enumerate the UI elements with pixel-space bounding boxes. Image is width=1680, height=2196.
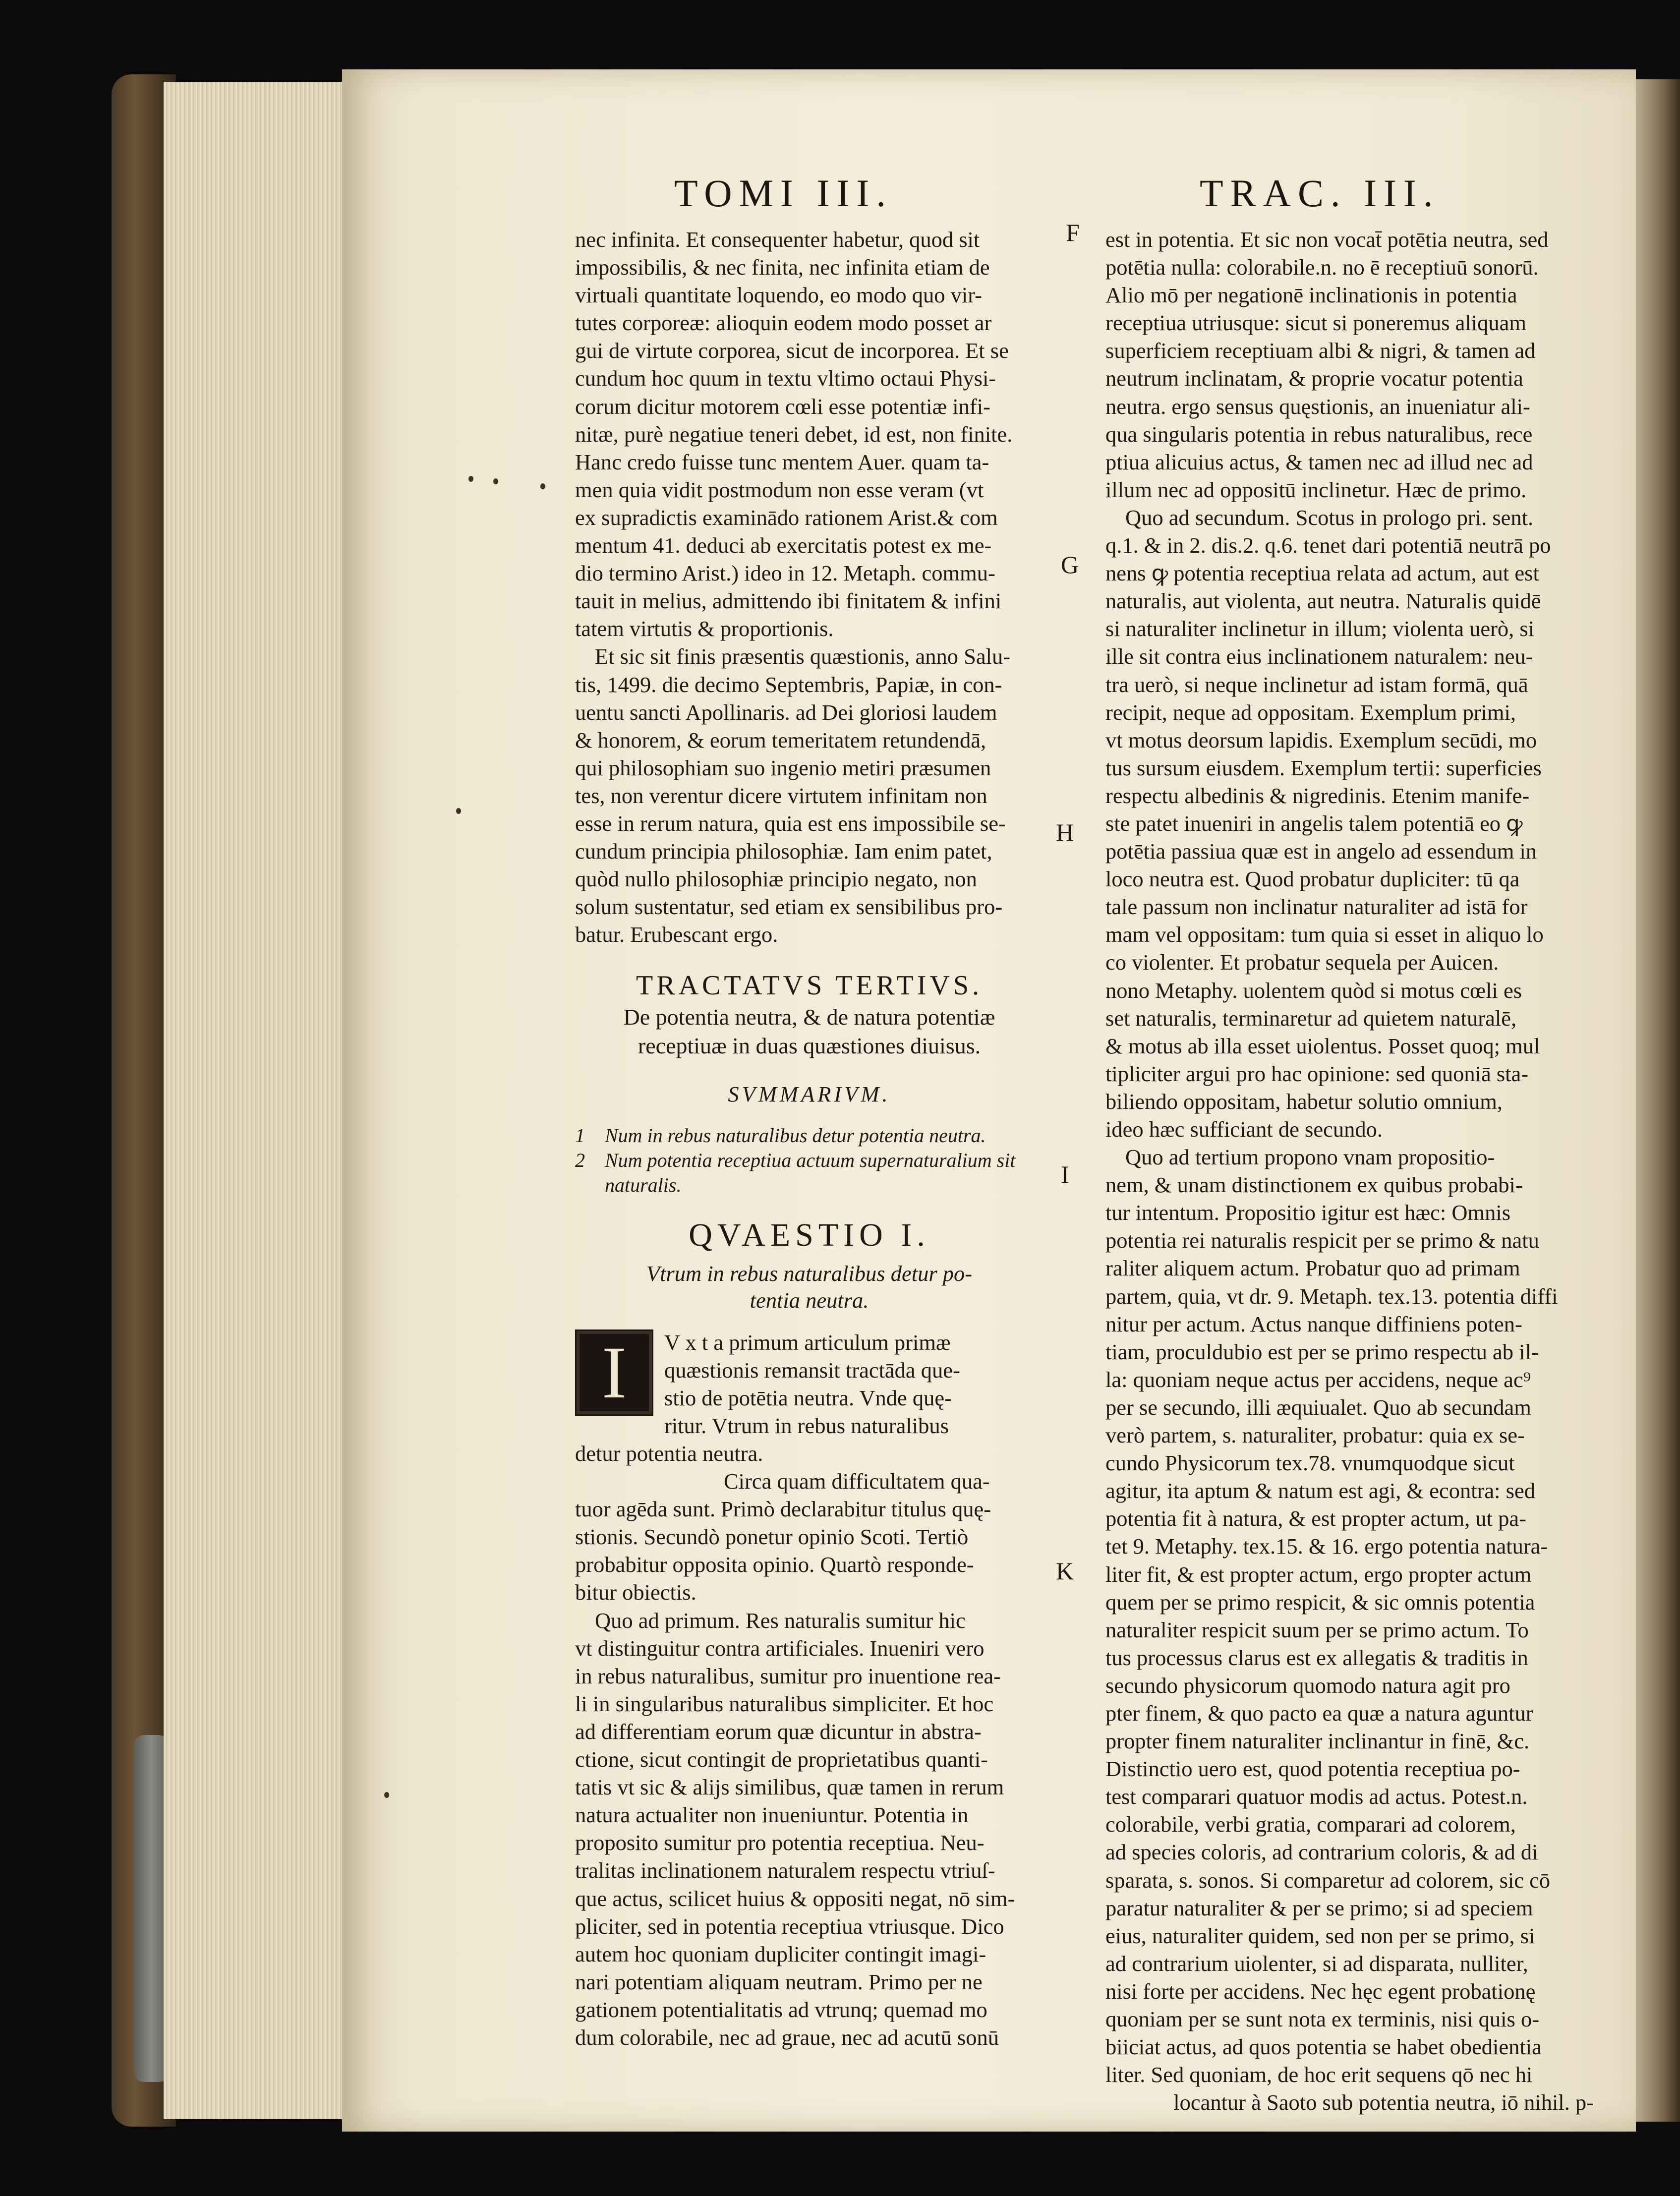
text-line: probabitur opposita opinio. Quartò responde-	[575, 1552, 974, 1577]
text-line: potētia nulla: colorabile.n. no ē receptiuū sonorū.	[1105, 255, 1539, 280]
text-line: nens ꝙ potentia receptiua relata ad actum, aut est	[1105, 561, 1539, 586]
right-column	[1105, 226, 1594, 2116]
text-line: neutrum inclinatam, & proprie vocatur potentia	[1105, 366, 1523, 391]
decorated-initial: I	[575, 1329, 653, 1416]
text-line: ad differentiam eorum quæ dicuntur in abstra-	[575, 1719, 982, 1744]
text-line: Circa quam difficultatem qua-	[724, 1469, 990, 1494]
question-title: QVAESTIO I.	[689, 1216, 930, 1253]
text-line: proposito sumitur pro potentia receptiua. Neu-	[575, 1830, 985, 1855]
text-line: vt distinguitur contra artificiales. Inueniri vero	[575, 1635, 985, 1661]
margin-letter-f: F	[1066, 219, 1080, 246]
text-line: propter finem naturaliter inclinantur in finē, &c.	[1105, 1729, 1530, 1754]
binding-hole	[456, 808, 461, 814]
text-line: quem per se primo respicit, & sic omnis potentia	[1105, 1589, 1535, 1615]
catchword: locantur à Saoto sub potentia neutra, iō nihil. p-	[1173, 2090, 1594, 2115]
summarium-heading: SVMMARIVM.	[728, 1082, 891, 1107]
summary-item-text: Num in rebus naturalibus detur potentia neutra.	[605, 1124, 986, 1147]
text-line: ctione, sicut contingit de proprietatibus quanti-	[575, 1747, 988, 1772]
text-line: receptiua utriusque: sicut si poneremus aliquam	[1105, 310, 1526, 336]
text-line: autem hoc quoniam dupliciter contingit imagi-	[575, 1941, 986, 1966]
text-line: superficiem receptiuam albi & nigri, & tamen ad	[1105, 338, 1536, 363]
text-line: vt motus deorsum lapidis. Exemplum secūdi, mo	[1105, 727, 1537, 752]
text-line: loco neutra est. Quod probatur dupliciter: tū qa	[1105, 867, 1520, 892]
text-line: biliendo oppositam, habetur solutio omnium,	[1105, 1089, 1503, 1114]
text-line: Et sic sit finis præsentis quæstionis, anno Salu-	[595, 644, 1011, 669]
text-line: Quo ad secundum. Scotus in prologo pri. sent.	[1125, 505, 1534, 530]
text-line: per se secundo, illi æquiualet. Quo ab secundam	[1105, 1394, 1531, 1420]
text-line: virtuali quantitate loquendo, eo modo quo vir-	[575, 283, 982, 308]
text-line: mam vel oppositam: tum quia si esset in aliquo lo	[1105, 922, 1544, 947]
text-line: Alio mō per negationē inclinationis in potentia	[1105, 283, 1517, 308]
margin-letter-g: G	[1061, 551, 1079, 578]
text-line: li in singularibus naturalibus simpliciter. Et hoc	[575, 1691, 994, 1716]
text-line: uentu sancti Apollinaris. ad Dei gloriosi laudem	[575, 699, 997, 725]
text-line: in rebus naturalibus, sumitur pro inuentione rea-	[575, 1663, 1001, 1688]
text-line: nitæ, purè negatiue teneri debet, id est, non finite.	[575, 421, 1013, 447]
text-line: tus sursum eiusdem. Exemplum tertii: superficies	[1105, 755, 1542, 780]
text-line: tiam, proculdubio est per se primo respectu ab il-	[1105, 1339, 1539, 1364]
text-line: dum colorabile, nec ad graue, nec ad acutū sonū	[575, 2024, 999, 2050]
text-line: tauit in melius, admittendo ibi finitatem & infini	[575, 588, 1002, 614]
text-line: tus processus clarus est ex allegatis & traditis in	[1105, 1645, 1528, 1670]
text-line: pliciter, sed in potentia receptiua vtriusque. Dico	[575, 1913, 1004, 1939]
text-line: tale passum non inclinatur naturaliter ad istā for	[1105, 894, 1528, 920]
text-line: set naturalis, terminaretur ad quietem naturalē,	[1105, 1005, 1517, 1031]
text-line: ritur. Vtrum in rebus naturalibus	[664, 1413, 949, 1438]
text-line: colorabile, verbi gratia, comparari ad colorem,	[1105, 1812, 1516, 1837]
binding-hole	[493, 478, 498, 484]
text-line: gui de virtute corporea, sicut de incorporea. Et se	[575, 338, 1009, 363]
text-line: si naturaliter inclinetur in illum; violenta uerò, si	[1105, 616, 1535, 641]
summary-item-number: 1	[575, 1124, 585, 1147]
text-line: potētia passiua quæ est in angelo ad essendum in	[1105, 839, 1537, 864]
text-line: tur intentum. Propositio igitur est hæc: Omnis	[1105, 1200, 1511, 1225]
text-line: corum dicitur motorem cœli esse potentiæ infi-	[575, 394, 990, 419]
text-line: V x t a primum articulum primæ	[664, 1329, 951, 1355]
opening-paragraph	[575, 1329, 1043, 2051]
summary-item-number: 2	[575, 1149, 585, 1171]
text-line: ad contrarium uiolenter, si ad disparata, nulliter,	[1105, 1951, 1528, 1976]
text-line: que actus, scilicet huius & oppositi negat, nō sim-	[575, 1886, 1015, 1911]
text-line: mentum 41. deduci ab exercitatis potest ex me-	[575, 533, 992, 558]
text-line: men quia vidit postmodum non esse veram (vt	[575, 477, 984, 502]
text-line: gationem potentialitatis ad vtrunq; quemad mo	[575, 1997, 987, 2022]
running-head-right: TRAC. III.	[1200, 172, 1440, 215]
page-block-edge	[164, 82, 352, 2119]
summary-item-text: Num potentia receptiua actuum supernaturalium sit	[605, 1149, 1016, 1171]
text-line: respectu albedinis & nigredinis. Etenim manife-	[1105, 783, 1530, 808]
text-line: & motus ab illa esset uiolentus. Posset quoq; mul	[1105, 1033, 1540, 1058]
text-line: nitur per actum. Actus nanque diffiniens poten-	[1105, 1311, 1522, 1336]
text-line: est in potentia. Et sic non vocat̄ potētia neutra, sed	[1105, 227, 1549, 252]
summary-item	[575, 1148, 1043, 1173]
text-line: q.1. & in 2. dis.2. q.6. tenet dari potentiā neutrā po	[1105, 533, 1551, 558]
left-text-block	[575, 226, 1043, 948]
text-line: illum nec ad oppositū inclinetur. Hæc de primo.	[1105, 477, 1527, 502]
text-line: nono Metaphy. uolentem quòd si motus cœli es	[1105, 978, 1522, 1003]
text-line: raliter aliquem actum. Probatur quo ad primam	[1105, 1256, 1520, 1281]
text-line: nisi forte per accidens. Nec hęc egent probationę	[1105, 1978, 1536, 2004]
text-line: naturaliter respicit suum per se primo actum. To	[1105, 1617, 1529, 1642]
text-line: impossibilis, & nec finita, nec infinita etiam de	[575, 255, 990, 280]
tract-title: TRACTATVS TERTIVS.	[636, 970, 983, 1001]
text-line: quòd nullo philosophiæ principio negato, non	[575, 867, 977, 892]
text-line: recipit, neque ad oppositam. Exemplum primi,	[1105, 699, 1516, 725]
running-head-left: TOMI III.	[674, 172, 893, 215]
text-line: cundum principia philosophiæ. Iam enim patet,	[575, 839, 992, 864]
text-line: tutes corporeæ: alioquin eodem modo posset ar	[575, 310, 992, 336]
question-subtitle	[575, 1260, 1043, 1314]
text-line: ad species coloris, ad contrarium coloris, & ad di	[1105, 1840, 1538, 1865]
text-line: esse in rerum natura, quia est ens impossibile se-	[575, 810, 1006, 836]
text-line: Distinctio uero est, quod potentia receptiua po-	[1105, 1756, 1520, 1782]
text-line: cundo Physicorum tex.78. vnumquodque sicut	[1105, 1450, 1515, 1476]
text-line: tatem virtutis & proportionis.	[575, 616, 834, 641]
text-line: & honorem, & eorum temeritatem retundendā,	[575, 727, 986, 752]
text-line: tralitas inclinationem naturalem respectu vtriuſ-	[575, 1858, 995, 1883]
text-line: stionis. Secundò ponetur opinio Scoti. Tertiò	[575, 1524, 969, 1550]
binding-hole	[384, 1792, 389, 1798]
binding-hole	[540, 483, 545, 489]
facing-page-edge	[1636, 79, 1680, 2122]
text-line: tipliciter argui pro hac opinione: sed quoniā sta-	[1105, 1061, 1529, 1086]
text-line: ptiua alicuius actus, & tamen nec ad illud nec ad	[1105, 449, 1533, 474]
text-line: tet 9. Metaphy. tex.15. & 16. ergo potentia natura-	[1105, 1534, 1548, 1559]
text-line: Hanc credo fuisse tunc mentem Auer. quam ta-	[575, 449, 989, 474]
text-line: neutra. ergo sensus quęstionis, an inueniatur ali-	[1105, 394, 1530, 419]
text-line: quoniam per se sunt nota ex terminis, nisi quis o-	[1105, 2007, 1540, 2031]
margin-letter-k: K	[1056, 1557, 1074, 1585]
text-line: biiciat actus, ad quos potentia se habet obedientia	[1105, 2034, 1542, 2060]
text-line: ex supradictis examinādo rationem Arist.& com	[575, 505, 998, 530]
text-line: tra uerò, si neque inclinetur ad istam formā, quā	[1105, 672, 1528, 697]
summary-item-continuation: naturalis.	[605, 1173, 682, 1196]
text-line: paratur naturaliter & per se primo; si ad speciem	[1105, 1895, 1533, 1920]
text-line: batur. Erubescant ergo.	[575, 922, 778, 947]
text-line: bitur obiectis.	[575, 1580, 696, 1605]
text-line: cundum hoc quum in textu vltimo octaui Physi-	[575, 366, 996, 391]
text-line: potentia rei naturalis respicit per se primo & natu	[1105, 1228, 1539, 1253]
margin-letter-i: I	[1061, 1160, 1069, 1188]
text-line: verò partem, s. naturaliter, probatur: quia ex se-	[1105, 1423, 1525, 1448]
text-line: naturalis, aut violenta, aut neutra. Naturalis quidē	[1105, 588, 1541, 614]
text-line: ste patet inueniri in angelis talem potentiā eo ꝙ	[1105, 810, 1523, 836]
text-line: qui philosophiam suo ingenio metiri præsumen	[575, 755, 991, 780]
margin-letter-h: H	[1056, 818, 1074, 846]
text-line: potentia fit à natura, & est propter actum, ut pa-	[1105, 1506, 1526, 1531]
text-line: secundo physicorum quomodo natura agit pro	[1105, 1673, 1510, 1698]
binding-hole	[468, 476, 473, 482]
text-line: co violenter. Et probatur sequela per Auicen.	[1105, 950, 1499, 975]
text-line: qua singularis potentia in rebus naturalibus, rece	[1105, 421, 1533, 447]
text-line: tuor agēda sunt. Primò declarabitur titulus quę-	[575, 1497, 991, 1522]
question-subtitle-line: Vtrum in rebus naturalibus detur po-	[646, 1261, 973, 1286]
text-line: partem, quia, vt dr. 9. Metaph. tex.13. potentia diffi	[1105, 1283, 1558, 1309]
text-line: nem, & unam distinctionem ex quibus probabi-	[1105, 1172, 1523, 1198]
text-line: liter fit, & est propter actum, ergo propter actum	[1105, 1561, 1532, 1587]
tract-subtitle: De potentia neutra, & de natura potentiæ	[623, 1004, 995, 1030]
text-line: liter. Sed quoniam, de hoc erit sequens qō nec hi	[1105, 2062, 1533, 2087]
question-subtitle-line: tentia neutra.	[750, 1287, 869, 1313]
text-line: la: quoniam neque actus per accidens, neque ac⁹	[1105, 1367, 1531, 1392]
summary-item	[575, 1123, 1043, 1148]
text-line: Quo ad primum. Res naturalis sumitur hic	[595, 1608, 966, 1633]
text-line: tes, non verentur dicere virtutem infinitam non	[575, 783, 987, 808]
text-line: quæstionis remansit tractāda que-	[664, 1357, 960, 1383]
text-line: eius, naturaliter quidem, sed non per se primo, si	[1105, 1923, 1535, 1948]
tract-subtitle: receptiuæ in duas quæstiones diuisus.	[637, 1033, 981, 1059]
text-line: agitur, ita aptum & natum est agi, & econtra: sed	[1105, 1478, 1535, 1503]
text-line: tis, 1499. die decimo Septembris, Papiæ, in con-	[575, 672, 1002, 697]
text-line: natura actualiter non inueniuntur. Potentia in	[575, 1802, 969, 1828]
text-line: solum sustentatur, sed etiam ex sensibilibus pro-	[575, 894, 1003, 920]
left-column	[575, 226, 1043, 2051]
text-line: Quo ad tertium propono vnam propositio-	[1125, 1145, 1495, 1170]
text-line: sparata, s. sonos. Si comparetur ad colorem, sic cō	[1105, 1867, 1551, 1893]
text-line: test comparari quatuor modis ad actus. Potest.n.	[1105, 1784, 1528, 1809]
text-line: stio de potētia neutra. Vnde quę-	[664, 1385, 952, 1410]
text-line: ille sit contra eius inclinationem naturalem: neu-	[1105, 644, 1533, 669]
text-line: nari potentiam aliquam neutram. Primo per ne	[575, 1969, 983, 1994]
text-line: tatis vt sic & alijs similibus, quæ tamen in rerum	[575, 1775, 1004, 1800]
text-line: pter finem, & quo pacto ea quæ a natura aguntur	[1105, 1700, 1533, 1726]
text-line: dio termino Arist.) ideo in 12. Metaph. commu-	[575, 561, 995, 586]
text-line: ideo hæc sufficiant de secundo.	[1105, 1117, 1383, 1142]
text-line: nec infinita. Et consequenter habetur, quod sit	[575, 227, 980, 252]
text-line: detur potentia neutra.	[575, 1441, 763, 1466]
